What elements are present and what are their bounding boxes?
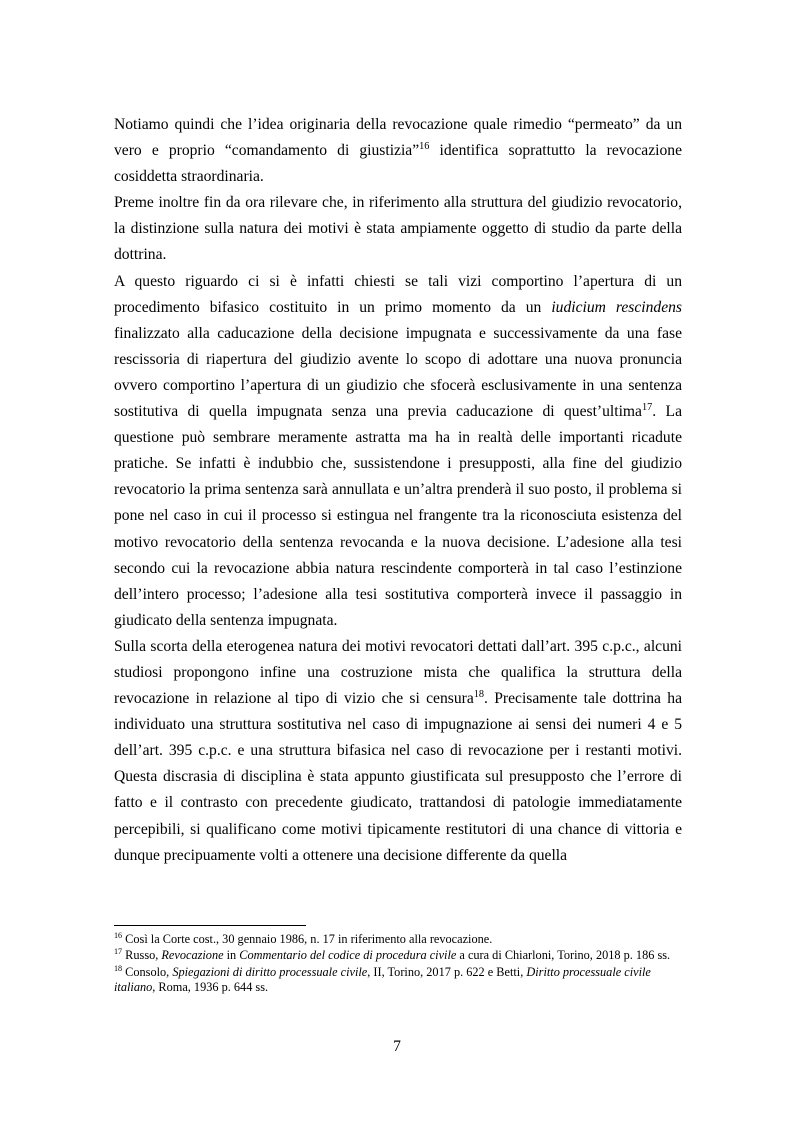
footnotes [114,932,682,997]
page-number: 7 [393,1038,401,1055]
footnote-17: $^{17}$ Russo, Revocazione in Commentario del codice di procedura civile a cura di Chiarloni, Torino, 2018 p. 186 ss. [114,947,671,963]
footnote-ref-17: 17 [641,401,653,413]
paragraph-2: Preme inoltre fin da ora rilevare che, in riferimento alla struttura del giudizio revocatorio, la distinzione sulla natura dei motivi è stata ampiamente oggetto di studio da parte della dottrina. [114,194,682,264]
italic-term: iudicium rescindens [551,298,682,316]
paragraph-4: Sulla scorta della eterogenea natura dei motivi revocatori dettati dall’art. 395 c.p.c., alcuni studiosi propongono infine una costruzione mista che qualifica la struttura della revocazione in relazione al tipo di vizio che si censura$^{18}$. Precisamente tale dottrina ha individuato una struttura sostitutiva nel caso di impugnazione ai sensi dei numeri 4 e 5 dell’art. 395 c.p.c. e una struttura bifasica nel caso di revocazione per i restanti motivi. Questa discrasia di disciplina è stata appunto giustificata sul presupposto che l’errore di fatto e il contrasto con precedente giudicato, trattandosi di patologie immediatamente percepibili, si qualificano come motivi tipicamente restitutori di una chance di vittoria e dunque precipuamente volti a ottenere una decisione differente da quella [114,637,682,864]
footnote-separator [114,925,306,926]
body-text [114,112,682,869]
paragraph-3: A questo riguardo ci si è infatti chiesti se tali vizi comportino l’apertura di un procedimento bifasico costituito in un primo momento da un iudicium rescindens finalizzato alla caducazione della decisione impugnata e successivamente da una fase rescissoria di riapertura del giudizio avente lo scopo di adottare una nuova pronuncia ovvero comportino l’apertura di un giudizio che sfocerà esclusivamente in una sentenza sostitutiva di quella impugnata senza una previa caducazione di quest’ultima$^{17}$. La questione può sembrare meramente astratta ma ha in realtà delle importanti ricadute pratiche. Se infatti è indubbio che, sussistendone i presupposti, alla fine del giudizio revocatorio la prima sentenza sarà annullata e un’altra prenderà il suo posto, il problema si pone nel caso in cui il processo si estingua nel frangente tra la riconosciuta esistenza del motivo revocatorio della sentenza revocanda e la nuova decisione. L’adesione alla tesi secondo cui la revocazione abbia natura rescindente comporterà in tal caso l’estinzione dell’intero processo; l’adesione alla tesi sostitutiva comporterà invece il passaggio in giudicato della sentenza impugnata. [114,272,682,629]
footnote-ref-16: 16 [419,140,430,152]
footnote-16: $^{16}$ Così la Corte cost., 30 gennaio 1986, n. 17 in riferimento alla revocazione. [114,930,493,946]
paragraph-1: Notiamo quindi che l’idea originaria della revocazione quale rimedio “permeato” da un vero e proprio “comandamento di giustizia”$^{16}$ identifica soprattutto la revocazione cosiddetta straordinaria. [114,116,683,186]
footnote-18: $^{18}$ Consolo, Spiegazioni di diritto processuale civile, II, Torino, 2017 p. 622 e Betti, Diritto processuale civile italiano, Roma, 1936 p. 644 ss. [114,963,651,995]
footnote-ref-18: 18 [473,688,485,700]
